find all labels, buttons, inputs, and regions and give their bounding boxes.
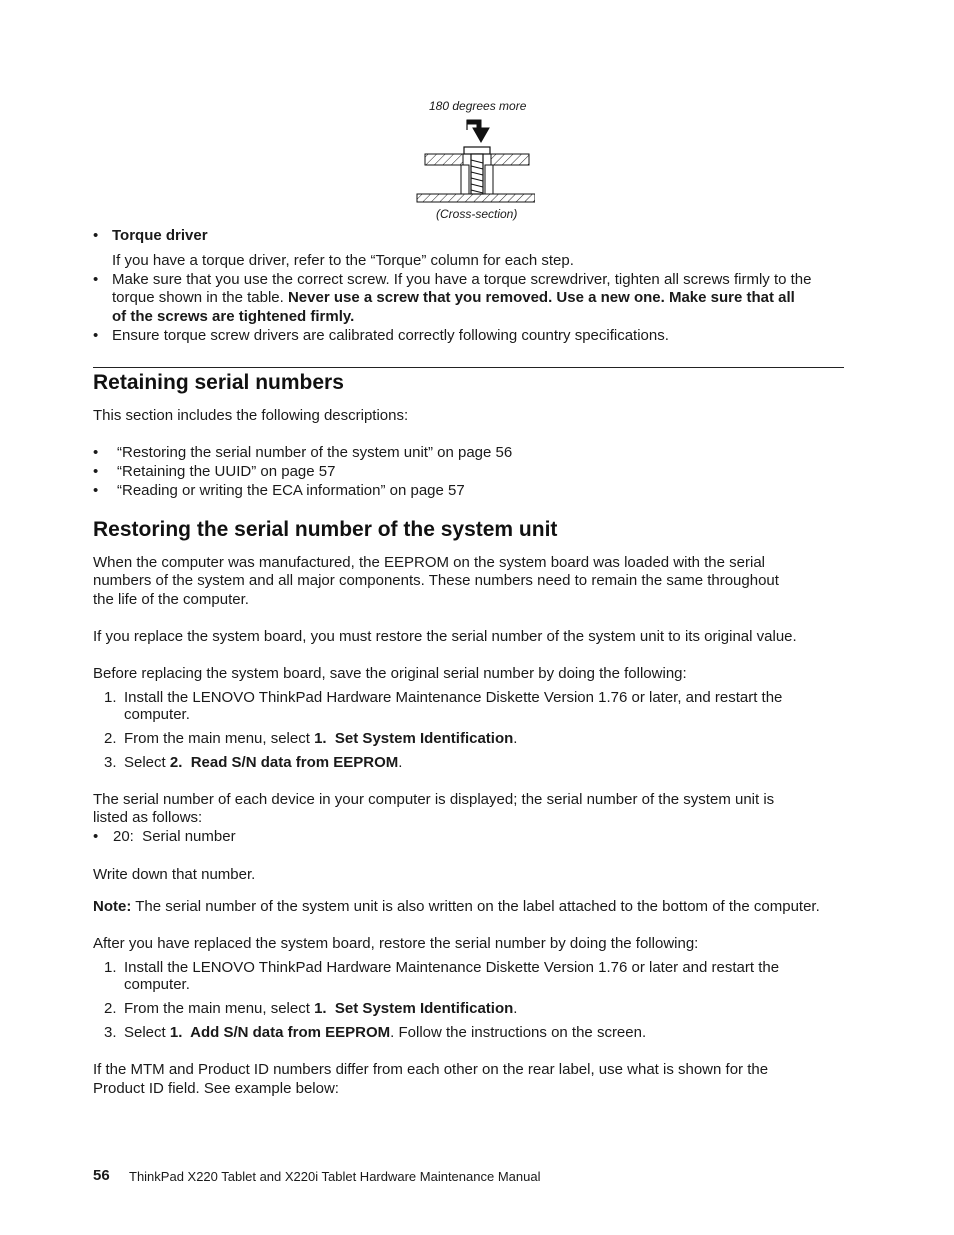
para4-line2: listed as follows: <box>93 809 203 826</box>
bullet-marker: • <box>93 271 99 288</box>
before-step2-end: . <box>513 730 518 747</box>
step-number: 1. <box>104 959 117 976</box>
after-step3-plain: Select <box>124 1024 170 1041</box>
before-step3 <box>124 753 402 772</box>
step-number: 2. <box>104 1000 117 1017</box>
section-heading-retaining: Retaining serial numbers <box>93 371 344 394</box>
before-step2-plain: From the main menu, select <box>124 730 315 747</box>
manual-title: ThinkPad X220 Tablet and X220i Tablet Hardware Maintenance Manual <box>129 1169 541 1184</box>
link-retaining-uuid[interactable]: “Retaining the UUID” on page 57 <box>117 463 336 480</box>
para1-line3: the life of the computer. <box>93 591 249 608</box>
after-step2-end: . <box>513 1000 518 1017</box>
screw-cross-section-figure <box>415 116 535 208</box>
correct-screw-plain: torque shown in the table. <box>112 289 284 306</box>
after-step2 <box>124 999 517 1018</box>
page-number: 56 <box>93 1167 110 1184</box>
step-number: 3. <box>104 1024 117 1041</box>
bullet-marker: • <box>93 482 99 499</box>
para6-line2: Product ID field. See example below: <box>93 1080 339 1097</box>
after-step1-line1: Install the LENOVO ThinkPad Hardware Maintenance Diskette Version 1.76 or later and restart the <box>124 959 780 976</box>
after-step2-bold: 1. Set System Identification <box>314 1000 514 1017</box>
note-text: The serial number of the system unit is also written on the label attached to the bottom of the computer. <box>131 898 820 915</box>
serial-number-item: 20: Serial number <box>113 828 236 845</box>
bullet-marker: • <box>93 463 99 480</box>
correct-screw-line3: of the screws are tightened firmly. <box>112 308 355 325</box>
before-step2-bold: 1. Set System Identification <box>314 730 514 747</box>
calibrated-text: Ensure torque screw drivers are calibrated correctly following country specifications. <box>112 327 669 344</box>
before-step1-line1: Install the LENOVO ThinkPad Hardware Maintenance Diskette Version 1.76 or later, and restart the <box>124 689 783 706</box>
figure-top-caption: 180 degrees more <box>429 99 527 113</box>
note <box>93 897 820 916</box>
bullet-marker: • <box>93 327 99 344</box>
figure-bottom-caption: (Cross-section) <box>436 207 518 221</box>
after-step3-end: . Follow the instructions on the screen. <box>390 1024 647 1041</box>
section1-intro: This section includes the following descriptions: <box>93 407 409 424</box>
section-heading-restoring: Restoring the serial number of the system unit <box>93 518 558 541</box>
before-step1-line2: computer. <box>124 706 190 723</box>
para1-line1: When the computer was manufactured, the EEPROM on the system board was loaded with the serial <box>93 554 765 571</box>
bullet-marker: • <box>93 227 99 244</box>
para4-line1: The serial number of each device in your computer is displayed; the serial number of the system unit is <box>93 791 775 808</box>
step-number: 2. <box>104 730 117 747</box>
before-step3-bold: 2. Read S/N data from EEPROM <box>169 754 399 771</box>
torque-driver-text: If you have a torque driver, refer to the “Torque” column for each step. <box>112 252 574 269</box>
bullet-marker: • <box>93 828 99 845</box>
section-divider <box>93 367 844 368</box>
link-eca-information[interactable]: “Reading or writing the ECA information” on page 57 <box>117 482 465 499</box>
para1-line2: numbers of the system and all major components. These numbers need to remain the same throughout <box>93 572 779 589</box>
correct-screw-line1: Make sure that you use the correct screw. If you have a torque screwdriver, tighten all screws firmly to the <box>112 271 812 288</box>
step-number: 3. <box>104 754 117 771</box>
before-step3-end: . <box>398 754 403 771</box>
correct-screw-bold: Never use a screw that you removed. Use a new one. Make sure that all <box>287 289 795 306</box>
torque-driver-title: Torque driver <box>112 227 208 244</box>
write-down-text: Write down that number. <box>93 866 256 883</box>
para2: If you replace the system board, you must restore the serial number of the system unit to its original value. <box>93 628 797 645</box>
after-step3-bold: 1. Add S/N data from EEPROM <box>169 1024 391 1041</box>
after-step3 <box>124 1023 646 1042</box>
correct-screw-line2 <box>112 288 795 307</box>
para5: After you have replaced the system board, restore the serial number by doing the following: <box>93 935 699 952</box>
before-step3-plain: Select <box>124 754 170 771</box>
link-restoring-serial[interactable]: “Restoring the serial number of the system unit” on page 56 <box>117 444 513 461</box>
para3: Before replacing the system board, save the original serial number by doing the following: <box>93 665 687 682</box>
before-step2 <box>124 729 517 748</box>
after-step1-line2: computer. <box>124 976 190 993</box>
para6-line1: If the MTM and Product ID numbers differ from each other on the rear label, use what is shown for the <box>93 1061 769 1078</box>
after-step2-plain: From the main menu, select <box>124 1000 315 1017</box>
note-label: Note: <box>93 898 132 915</box>
step-number: 1. <box>104 689 117 706</box>
bullet-marker: • <box>93 444 99 461</box>
